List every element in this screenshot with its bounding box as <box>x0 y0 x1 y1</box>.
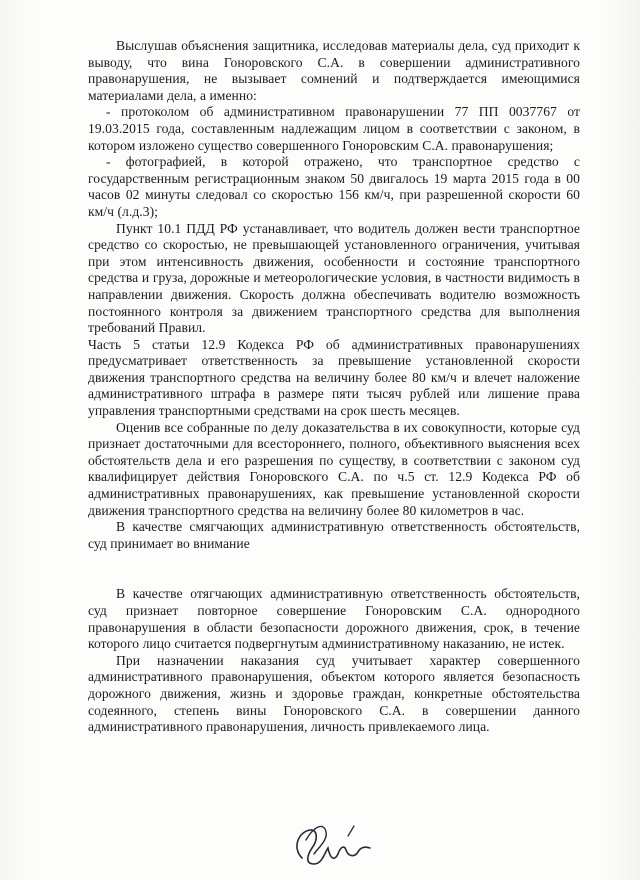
paragraph-article-12-9: Часть 5 статьи 12.9 Кодекса РФ об административных правонарушениях предусматривает ответственность за превышение установленной скорости движения транспортного средства на величину более 80 км/ч и влечет наложение административного штрафа в размере пяти тысяч рублей или лишение права управления транспортными средствами на срок шесть месяцев. <box>88 336 580 419</box>
paragraph-photo: - фотографией, в которой отражено, что транспортное средство с государственным регистрационным знаком 50 двигалось 19 марта 2015 года в 00 часов 02 минуты следовал со скоростью 156 км/ч, при разрешенной скорости 60 км/ч (л.д.3); <box>88 154 580 219</box>
paragraph-rule-10-1: Пункт 10.1 ПДД РФ устанавливает, что водитель должен вести транспортное средство со скоростью, не превышающей установленного ограничения, учитывая при этом интенсивность движения, особенности и состояние транспортного средства и груза, дорожные и метеорологические условия, в частности видимость в направлении движения. Скорость должна обеспечивать водителю возможность постоянного контроля за движением транспортного средства для выполнения требований Правил. <box>88 220 580 336</box>
paragraph-evaluation: Оценив все собранные по делу доказательства в их совокупности, которые суд признает достаточными для всестороннего, полного, объективного выяснения всех обстоятельств дела и его разрешения по существу, в соответствии с законом суд квалифицирует действия Гоноровского С.А. по ч.5 ст. 12.9 Кодекса РФ об административных правонарушениях, как превышение установленной скорости движения транспортного средства на величину более 80 километров в час. <box>88 419 580 518</box>
paragraph-protocol: - протоколом об административном правонарушении 77 ПП 0037767 от 19.03.2015 года, составленным надлежащим лицом в соответствии с законом, в котором изложено существо совершенного Гоноровским С.А. правонарушения; <box>88 104 580 153</box>
paragraph-hearing: Выслушав объяснения защитника, исследовав материалы дела, суд приходит к выводу, что вина Гоноровского С.А. в совершении административного правонарушения, не вызывает сомнений и подтверждается имеющимися материалами дела, а именно: <box>88 38 580 103</box>
handwritten-signature <box>284 818 376 874</box>
paragraph-aggravating: В качестве отягчающих административную ответственность обстоятельств, суд признает повторное совершение Гоноровским С.А. однородного правонарушения в области безопасности дорожного движения, срок, в течение которого лицо считается подвергнутым административному наказанию, не истек. <box>88 586 580 652</box>
paragraph-mitigating: В качестве смягчающих административную ответственность обстоятельств, суд принимает во внимание <box>88 519 580 551</box>
blank-gap <box>88 552 580 586</box>
paragraph-sentencing: При назначении наказания суд учитывает характер совершенного административного правонарушения, объектом которого является безопасность дорожного движения, жизнь и здоровье граждан, конкретные обстоятельства содеянного, степень вины Гоноровского С.А. в совершении данного административного правонарушения, личность привлекаемого лица. <box>88 652 580 735</box>
document-body <box>88 38 580 736</box>
